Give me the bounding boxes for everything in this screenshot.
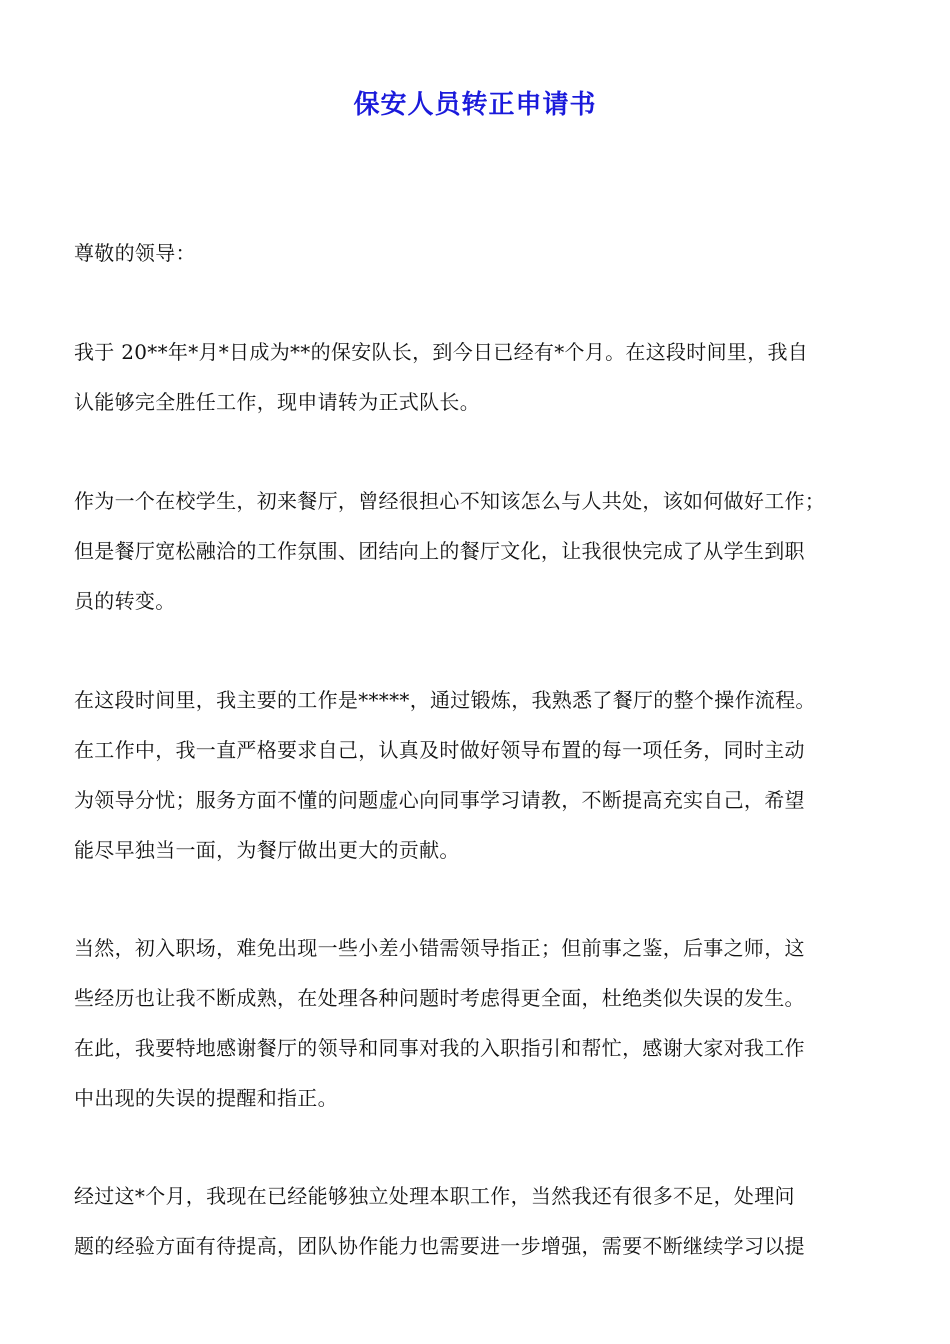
paragraph-line: 当然，初入职场，难免出现一些小差小错需领导指正；但前事之鉴，后事之师，这 [74, 936, 805, 960]
paragraph-line: 认能够完全胜任工作，现申请转为正式队长。 [74, 390, 480, 414]
paragraph-line: 在此，我要特地感谢餐厅的领导和同事对我的入职指引和帮忙，感谢大家对我工作 [74, 1036, 805, 1060]
paragraph-line: 题的经验方面有待提高，团队协作能力也需要进一步增强，需要不断继续学习以提 [74, 1234, 805, 1258]
paragraph-5 [74, 1171, 892, 1271]
paragraph-line: 但是餐厅宽松融洽的工作氛围、团结向上的餐厅文化，让我很快完成了从学生到职 [74, 539, 805, 563]
paragraph-line: 作为一个在校学生，初来餐厅，曾经很担心不知该怎么与人共处，该如何做好工作； [74, 489, 826, 513]
paragraph-1 [74, 327, 892, 427]
paragraph-line: 在这段时间里，我主要的工作是*****，通过锻炼，我熟悉了餐厅的整个操作流程。 [74, 688, 816, 712]
paragraph-line: 经过这*个月，我现在已经能够独立处理本职工作，当然我还有很多不足，处理问 [74, 1184, 795, 1208]
paragraph-2 [74, 476, 892, 626]
paragraph-line: 员的转变。 [74, 589, 176, 613]
page-title: 保安人员转正申请书 [353, 90, 597, 120]
paragraph-3 [74, 675, 892, 875]
paragraph-line: 中出现的失误的提醒和指正。 [74, 1086, 338, 1110]
paragraph-line: 我于 20**年*月*日成为**的保安队长，到今日已经有*个月。在这段时间里，我自 [74, 340, 809, 364]
paragraph-line: 能尽早独当一面，为餐厅做出更大的贡献。 [74, 838, 460, 862]
salutation: 尊敬的领导： [74, 241, 196, 265]
paragraph-4 [74, 923, 892, 1123]
paragraph-line: 为领导分忧；服务方面不懂的问题虚心向同事学习请教，不断提高充实自己，希望 [74, 788, 805, 812]
paragraph-line: 些经历也让我不断成熟，在处理各种问题时考虑得更全面，杜绝类似失误的发生。 [74, 986, 805, 1010]
paragraph-line: 在工作中，我一直严格要求自己，认真及时做好领导布置的每一项任务，同时主动 [74, 738, 805, 762]
